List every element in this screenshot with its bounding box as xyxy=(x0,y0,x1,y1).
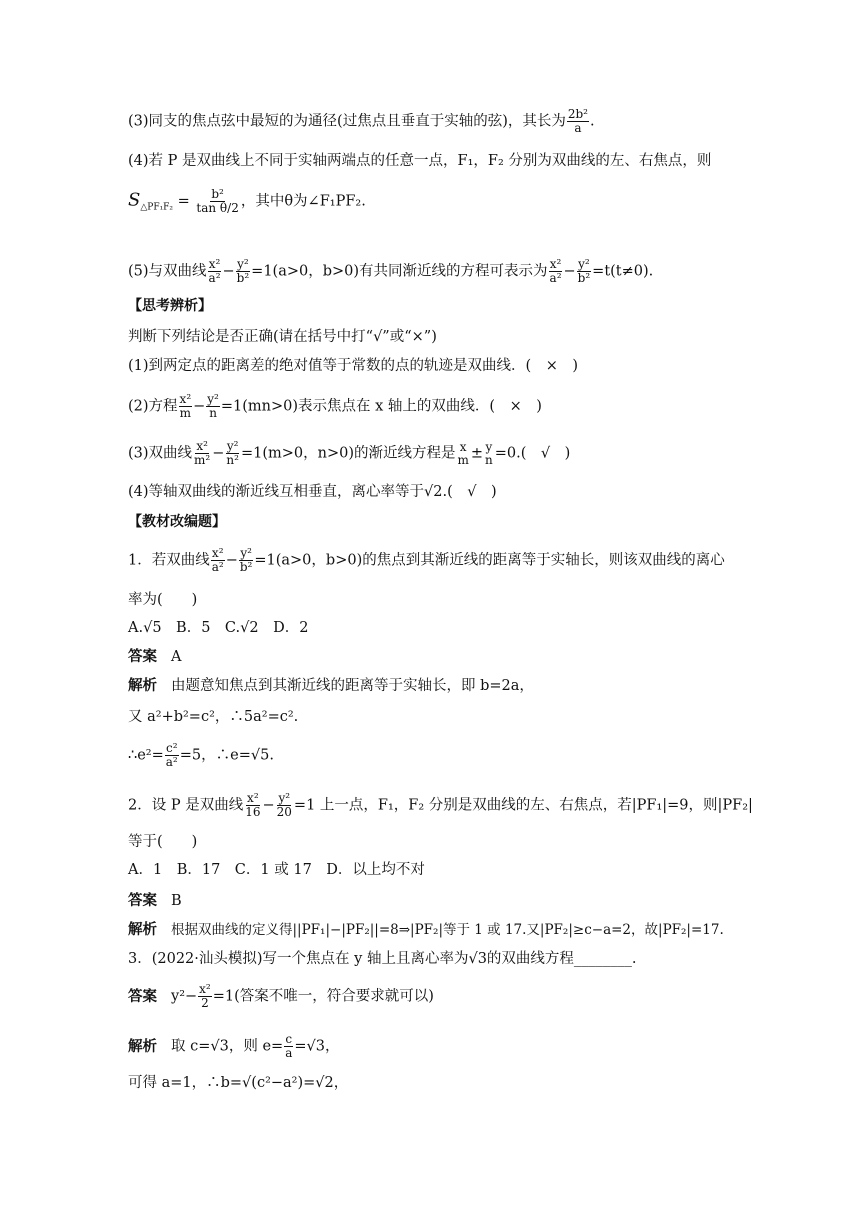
fraction-b2-over-tan: $\frac{\text{b²}}{\text{tan θ/2}}$ xyxy=(196,187,239,215)
question-3-answer: 答案 y²− $\frac{\text{x²}}{2}$ =1(答案不唯一，符合要求就可以) xyxy=(128,982,434,1010)
property-3-text: (3)同支的焦点弦中最短的为通径(过焦点且垂直于实轴的弦)，其长为 xyxy=(128,113,566,130)
property-3: (3)同支的焦点弦中最短的为通径(过焦点且垂直于实轴的弦)，其长为 $\frac{\text{2b²}}{a}$ . xyxy=(128,107,595,135)
question-2-solution: 解析 根据双曲线的定义得||PF₁|−|PF₂||=8⇒|PF₂|等于 1 或 17.又|PF₂|≥c−a=2，故|PF₂|=17. xyxy=(128,922,724,938)
fraction-2b2-over-a: $\frac{\text{2b²}}{a}$ xyxy=(567,107,588,135)
judge-item-3: (3)双曲线 $\frac{\text{x²}}{\text{m²}}$ − $\frac{\text{y²}}{\text{n²}}$ =1(m>0，n>0)的渐近线方程是 x m ± y n =0.( √ ) xyxy=(128,439,571,467)
question-1-cont: 率为( ) xyxy=(128,592,198,608)
question-1-solution-2: 又 a²+b²=c²，∴5a²=c². xyxy=(128,709,299,725)
question-2-answer: 答案 B xyxy=(128,893,182,909)
judge-item-4: (4)等轴双曲线的渐近线互相垂直，离心率等于√2.( √ ) xyxy=(128,484,497,500)
property-4-formula: $S_{\triangle PF_1F_2}$ = $\frac{\text{b²}}{\text{tan θ/2}}$ ，其中θ为∠F₁PF₂. xyxy=(128,187,366,215)
question-3-solution-2: 可得 a=1，∴b=√(c²−a²)=√2， xyxy=(128,1075,349,1091)
fraction: $\frac{\text{x²}}{16}$ xyxy=(245,791,261,819)
property-4: (4)若 P 是双曲线上不同于实轴两端点的任意一点，F₁，F₂ 分别为双曲线的左、右焦点，则 xyxy=(128,153,712,169)
fraction: $\frac{\text{y²}}{\text{n²}}$ xyxy=(226,439,239,467)
question-3-solution: 解析 取 c=√3，则 e= $\frac{c}{a}$ =√3， xyxy=(128,1032,340,1060)
question-1-answer: 答案 A xyxy=(128,649,182,665)
question-1-solution-3: ∴e²= $\frac{\text{c²}}{\text{a²}}$ =5，∴e=√5. xyxy=(128,741,274,769)
fraction: $\frac{\text{x²}}{\text{a²}}$ xyxy=(549,257,562,285)
question-1-options: A.√5 B．5 C.√2 D．2 xyxy=(128,620,309,636)
fraction: $\frac{\text{y²}}{\text{b²}}$ xyxy=(577,257,591,285)
section-heading-think: 【思考辨析】 xyxy=(128,298,212,314)
fraction: $\frac{\text{x²}}{\text{a²}}$ xyxy=(211,546,224,574)
fraction: $\frac{\text{c²}}{\text{a²}}$ xyxy=(165,741,178,769)
fraction: $\frac{\text{y²}}{n}$ xyxy=(207,392,219,420)
question-1-solution: 解析 由题意知焦点到其渐近线的距离等于实轴长，即 b=2a， xyxy=(128,678,534,694)
question-3: 3．(2022·汕头模拟)写一个焦点在 y 轴上且离心率为√3的双曲线方程________. xyxy=(128,951,637,967)
fraction: y n xyxy=(485,439,493,467)
fraction: x m xyxy=(457,439,469,467)
judge-item-1: (1)到两定点的距离差的绝对值等于常数的点的轨迹是双曲线．( × ) xyxy=(128,358,579,374)
property-5: (5)与双曲线 $\frac{\text{x²}}{\text{a²}}$ − $\frac{\text{y²}}{\text{b²}}$ =1(a>0，b>0)有共同渐近线的方程可表示为 $\frac{\text{x²}}{\text{a²}}$ − $\frac{\text{y²}}{\text{b²}}$ =t(t≠0). xyxy=(128,257,654,285)
fraction: $\frac{\text{y²}}{20}$ xyxy=(276,791,292,819)
fraction: $\frac{\text{y²}}{\text{b²}}$ xyxy=(239,546,253,574)
section-heading-textbook: 【教材改编题】 xyxy=(128,514,226,530)
fraction: $\frac{\text{x²}}{m}$ xyxy=(179,392,192,420)
judge-item-2: (2)方程 $\frac{\text{x²}}{m}$ − $\frac{\text{y²}}{n}$ =1(mn>0)表示焦点在 x 轴上的双曲线．( × ) xyxy=(128,392,542,420)
fraction: $\frac{\text{x²}}{\text{m²}}$ xyxy=(194,439,211,467)
fraction: $\frac{\text{x²}}{2}$ xyxy=(199,982,211,1010)
question-2-options: A．1 B．17 C．1 或 17 D．以上均不对 xyxy=(128,862,425,878)
question-2: 2．设 P 是双曲线 $\frac{\text{x²}}{16}$ − $\frac{\text{y²}}{20}$ =1 上一点，F₁，F₂ 分别是双曲线的左、右焦点，若|PF₁|=9，则|PF₂| xyxy=(128,791,753,819)
judge-intro: 判断下列结论是否正确(请在括号中打“√”或“×”) xyxy=(128,329,437,345)
question-2-cont: 等于( ) xyxy=(128,834,198,850)
fraction: $\frac{\text{y²}}{\text{b²}}$ xyxy=(236,257,250,285)
question-1: 1．若双曲线 $\frac{\text{x²}}{\text{a²}}$ − $\frac{\text{y²}}{\text{b²}}$ =1(a>0，b>0)的焦点到其渐近线的距离等于实轴长，则该双曲线的离心 xyxy=(128,546,725,574)
fraction: $\frac{\text{x²}}{\text{a²}}$ xyxy=(208,257,221,285)
fraction: $\frac{c}{a}$ xyxy=(285,1032,293,1060)
